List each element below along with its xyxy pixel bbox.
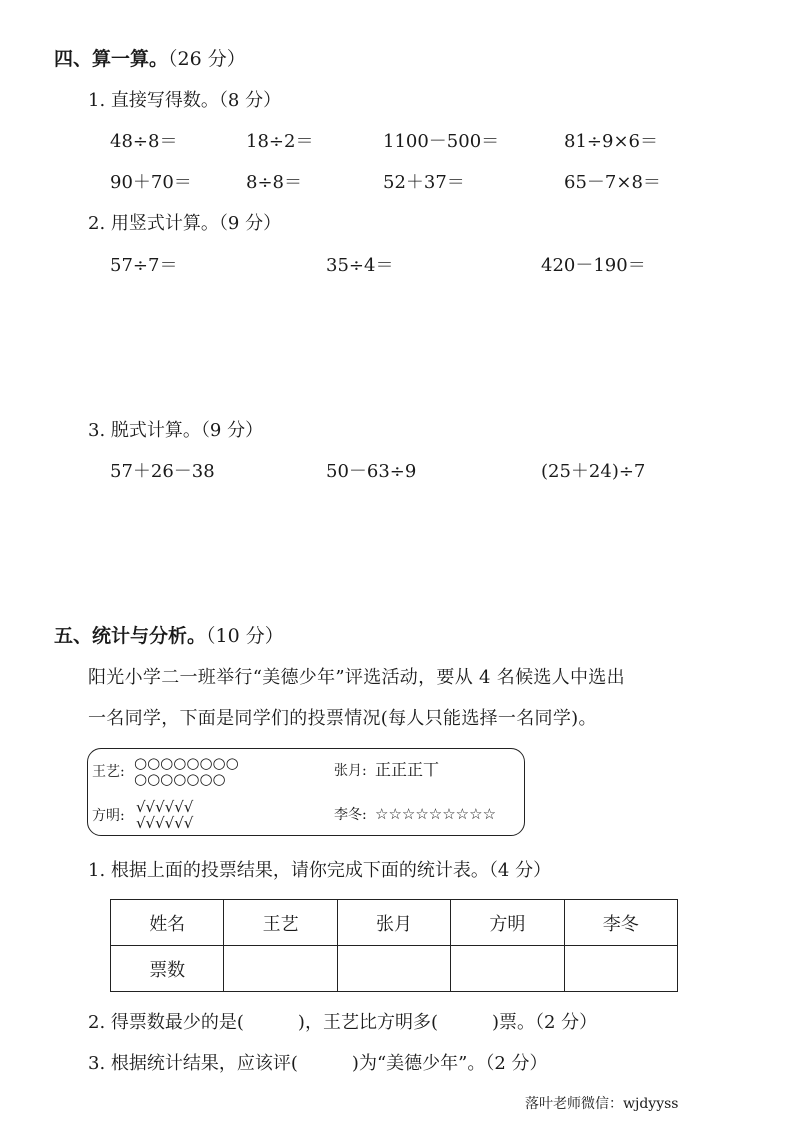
s5-q3-label: 3. 根据统计结果，应该评( )为“美德少年”。（2 分） [88,1053,548,1074]
table-row-label: 票数 [111,946,224,992]
section4-score: （26 分） [168,48,246,70]
vote-marks-wangyi-row2: ○○○○○○○ [134,770,226,788]
table-header-cell: 李冬 [564,900,677,946]
table-row [111,900,678,946]
vote-label-fangming: 方明: [92,808,125,824]
intro-line1: 阳光小学二一班举行“美德少年”评选活动，要从 4 名候选人中选出 [88,667,625,688]
q3-label: 3. 脱式计算。（9 分） [88,420,264,441]
intro-line2: 一名同学，下面是同学们的投票情况(每人只能选择一名同学)。 [88,708,597,729]
q2-item: 57÷7＝ [110,255,178,276]
vote-count-cell-lidong[interactable] [564,946,677,992]
table-row [111,946,678,992]
vote-label-lidong: 李冬: [334,807,367,823]
vote-label-wangyi: 王艺: [92,764,125,780]
s5-q2-label: 2. 得票数最少的是( )，王艺比方明多( )票。（2 分） [88,1012,598,1033]
vote-marks-zhangyue: 正正正丅 [375,760,440,779]
q1-item: 1100－500＝ [383,131,500,152]
q1-item: 18÷2＝ [246,131,314,152]
vote-count-cell-fangming[interactable] [451,946,564,992]
table-header-cell: 姓名 [111,900,224,946]
table-header-cell: 张月 [337,900,450,946]
vote-marks-wangyi-row1: ○○○○○○○○ [134,754,239,772]
q2-item: 35÷4＝ [326,255,394,276]
statistics-table [110,899,678,992]
vote-marks-lidong: ☆☆☆☆☆☆☆☆☆ [375,805,497,823]
section5-heading [54,625,284,647]
q1-item: 48÷8＝ [110,131,178,152]
vote-count-cell-wangyi[interactable] [224,946,337,992]
q3-item: 57＋26－38 [110,461,215,482]
vote-tally-box [87,748,525,836]
vote-marks-fangming-row1: √√√√√√ [136,798,194,816]
vote-label-zhangyue: 张月: [334,763,367,779]
q3-item: (25＋24)÷7 [541,461,646,482]
s5-q1-label: 1. 根据上面的投票结果，请你完成下面的统计表。（4 分） [88,860,552,881]
q1-item: 52＋37＝ [383,172,465,193]
section5-title: 五、统计与分析。 [54,625,207,647]
q2-item: 420－190＝ [541,255,646,276]
footer-note: 落叶老师微信：wjdyyss [525,1096,679,1112]
q2-label: 2. 用竖式计算。（9 分） [88,213,282,234]
q1-item: 90＋70＝ [110,172,192,193]
q1-item: 65－7×8＝ [564,172,661,193]
vote-marks-fangming-row2: √√√√√√ [136,814,194,832]
section4-heading [54,48,246,70]
table-header-cell: 方明 [451,900,564,946]
section4-title: 四、算一算。 [54,48,169,70]
table-header-cell: 王艺 [224,900,337,946]
q1-item: 81÷9×6＝ [564,131,658,152]
section5-score: （10 分） [206,625,284,647]
vote-count-cell-zhangyue[interactable] [337,946,450,992]
q1-item: 8÷8＝ [246,172,302,193]
q3-item: 50－63÷9 [326,461,417,482]
q1-label: 1. 直接写得数。（8 分） [88,90,282,111]
